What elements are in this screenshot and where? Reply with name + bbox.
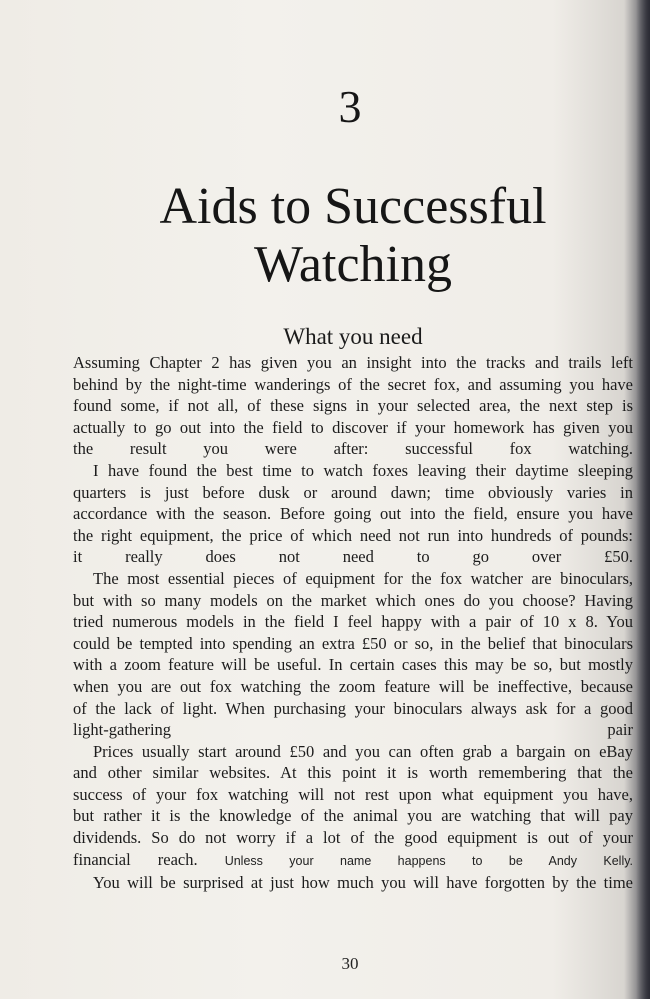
- paragraph-line: behind by the night-time wanderings of the secret fox, and assuming you have: [73, 374, 633, 394]
- chapter-number: 3: [338, 81, 362, 132]
- paragraph-line: could be tempted into spending an extra £50 or so, in the belief that binoculars: [73, 633, 633, 653]
- paragraph-4: [73, 741, 633, 873]
- paragraph-line: found some, if not all, of these signs in your selected area, the next step is: [73, 396, 633, 416]
- section-heading: What you need: [283, 324, 423, 349]
- paragraph-line: with a zoom feature will be useful. In certain cases this may be so, but mostly: [73, 655, 633, 675]
- paragraph-line: and other similar websites. At this point it is worth remembering that the: [73, 763, 633, 783]
- paragraph-2: [73, 460, 633, 568]
- paragraph-line: but rather it is the knowledge of the animal you are watching that will pay: [73, 806, 633, 826]
- chapter-title-line-1: Aids to Successful: [159, 178, 547, 235]
- paragraph-line: the result you were after: successful fox watching.: [73, 439, 633, 459]
- paragraph-line: tried numerous models in the field I feel happy with a pair of 10 x 8. You: [73, 612, 633, 632]
- page-edge-shadow: [636, 0, 650, 999]
- paragraph-line: Prices usually start around £50 and you can often grab a bargain on eBay: [93, 741, 633, 761]
- page-number: 30: [341, 954, 359, 973]
- paragraph-line: of the lack of light. When purchasing your binoculars always ask for a good: [73, 698, 633, 718]
- paragraph-line: light-gathering pair: [73, 720, 633, 740]
- paragraph-line: accordance with the season. Before going out into the field, ensure you have: [73, 504, 633, 524]
- paragraph-line: when you are out fox watching the zoom feature will be ineffective, because: [73, 676, 633, 696]
- paragraph-line: but with so many models on the market which ones do you choose? Having: [73, 590, 633, 610]
- chapter-title-line-2: Watching: [254, 236, 452, 293]
- paragraph-line: dividends. So do not worry if a lot of the good equipment is out of your: [73, 828, 633, 848]
- paragraph-line: actually to go out into the field to discover if your homework has given you: [73, 417, 633, 437]
- paragraph-line: The most essential pieces of equipment for the fox watcher are binoculars,: [93, 568, 633, 588]
- inserted-note: Unless your name happens to be Andy Kelly.: [224, 853, 634, 868]
- paragraph-5: [73, 872, 633, 894]
- paragraph-last-line: [73, 849, 633, 873]
- paragraph-line: I have found the best time to watch foxes leaving their daytime sleeping: [93, 460, 633, 480]
- paragraph-line: Assuming Chapter 2 has given you an insight into the tracks and trails left: [73, 353, 633, 372]
- paragraph-1: [73, 352, 633, 460]
- paragraph-line: the right equipment, the price of which need not run into hundreds of pounds:: [73, 525, 633, 545]
- paragraph-line: success of your fox watching will not rest upon what equipment you have,: [73, 784, 633, 804]
- paragraph-line: financial reach.: [73, 849, 198, 869]
- paragraph-line: You will be surprised at just how much you will have forgotten by the time: [93, 873, 633, 893]
- paragraph-line: it really does not need to go over £50.: [73, 547, 633, 567]
- paragraph-3: [73, 568, 633, 741]
- paragraph-line: quarters is just before dusk or around dawn; time obviously varies in: [73, 482, 633, 502]
- body-text: [73, 352, 633, 894]
- chapter-title: [0, 178, 650, 294]
